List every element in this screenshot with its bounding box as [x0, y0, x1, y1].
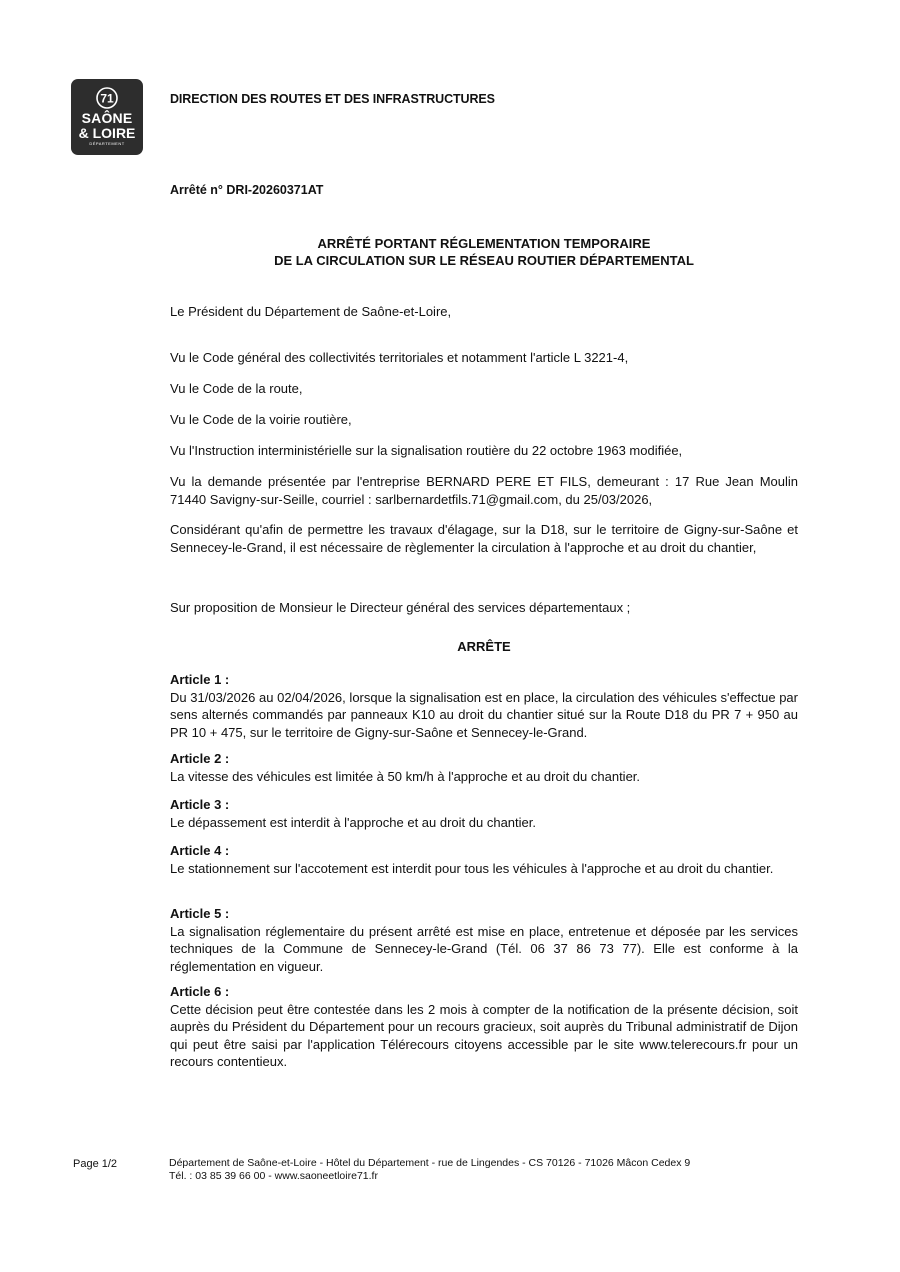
article-4-label: Article 4 : — [170, 843, 230, 858]
article-3-label: Article 3 : — [170, 797, 230, 812]
visa-5: Vu la demande présentée par l'entreprise BERNARD PERE ET FILS, demeurant : 17 Rue Jean Moulin 71440 Savigny-sur-Seille, courriel : sarlbernardetfils.71@gmail.com, du 25/03/2026, — [170, 474, 798, 507]
article-5 — [170, 905, 798, 975]
page-number: Page 1/2 — [73, 1158, 118, 1170]
article-6-label: Article 6 : — [170, 984, 230, 999]
logo-line1: SAÔNE — [81, 110, 133, 126]
article-5-label: Article 5 : — [170, 906, 230, 921]
article-4-text: Le stationnement sur l'accotement est interdit pour tous les véhicules à l'approche et au droit du chantier. — [170, 860, 774, 876]
visa-2: Vu le Code de la route, — [170, 381, 303, 396]
visa-3: Vu le Code de la voirie routière, — [170, 412, 352, 427]
proposition-text: Sur proposition de Monsieur le Directeur général des services départementaux ; — [170, 600, 631, 615]
arrete-heading: ARRÊTE — [457, 639, 511, 654]
department-header: DIRECTION DES ROUTES ET DES INFRASTRUCTURES — [170, 92, 495, 106]
article-6 — [170, 983, 798, 1071]
article-3-text: Le dépassement est interdit à l'approche et au droit du chantier. — [170, 814, 536, 830]
footer-address: Département de Saône-et-Loire - Hôtel du Département - rue de Lingendes - CS 70126 - 71026 Mâcon Cedex 9 — [169, 1157, 691, 1169]
logo-line3: DÉPARTEMENT — [89, 141, 125, 146]
footer-contact: Tél. : 03 85 39 66 00 - www.saoneetloire71.fr — [169, 1170, 378, 1182]
article-2-label: Article 2 : — [170, 751, 230, 766]
article-6-text: Cette décision peut être contestée dans les 2 mois à compter de la notification de la présente décision, soit auprès du Président du Département pour un recours gracieux, soit auprès du Tribunal administratif de Dijon qui peut être saisi par l'application Télérecours citoyens accessible par le site www.telerecours.fr pour un recours contentieux. — [170, 1001, 798, 1069]
article-4 — [170, 842, 798, 877]
article-2-text: La vitesse des véhicules est limitée à 50 km/h à l'approche et au droit du chantier. — [170, 768, 641, 784]
logo-badge-number: 71 — [100, 91, 114, 106]
article-1-label: Article 1 : — [170, 672, 230, 687]
article-2 — [170, 750, 798, 785]
considerant-text: Considérant qu'afin de permettre les travaux d'élagage, sur la D18, sur le territoire de Gigny-sur-Saône et Sennecey-le-Grand, il est nécessaire de règlementer la circulation à l'approche et au droit du chantier, — [170, 522, 798, 555]
logo-line2: & LOIRE — [78, 125, 136, 141]
article-3 — [170, 796, 798, 831]
department-logo — [71, 79, 143, 155]
article-1 — [170, 671, 798, 741]
logo-emblem-icon — [95, 86, 119, 110]
arrete-number: Arrêté n° DRI-20260371AT — [170, 183, 324, 197]
document-title-line2: DE LA CIRCULATION SUR LE RÉSEAU ROUTIER DÉPARTEMENTAL — [274, 253, 694, 268]
intro-text: Le Président du Département de Saône-et-Loire, — [170, 304, 452, 319]
document-title-line1: ARRÊTÉ PORTANT RÉGLEMENTATION TEMPORAIRE — [317, 236, 651, 251]
footer-address-block — [169, 1157, 690, 1183]
article-5-text: La signalisation réglementaire du présent arrêté est mise en place, entretenue et déposée par les services techniques de la Commune de Sennecey-le-Grand (Tél. 06 37 86 73 77). Elle est conforme à la réglementation en vigueur. — [170, 923, 798, 974]
visa-4: Vu l'Instruction interministérielle sur la signalisation routière du 22 octobre 1963 modifiée, — [170, 443, 683, 458]
visa-1: Vu le Code général des collectivités territoriales et notamment l'article L 3221-4, — [170, 350, 629, 365]
article-1-text: Du 31/03/2026 au 02/04/2026, lorsque la signalisation est en place, la circulation des véhicules s'effectue par sens alternés commandés par panneaux K10 au droit du chantier situé sur la Route D18 du PR 7 + 950 au PR 10 + 475, sur le territoire de Gigny-sur-Saône et Sennecey-le-Grand. — [170, 689, 798, 740]
